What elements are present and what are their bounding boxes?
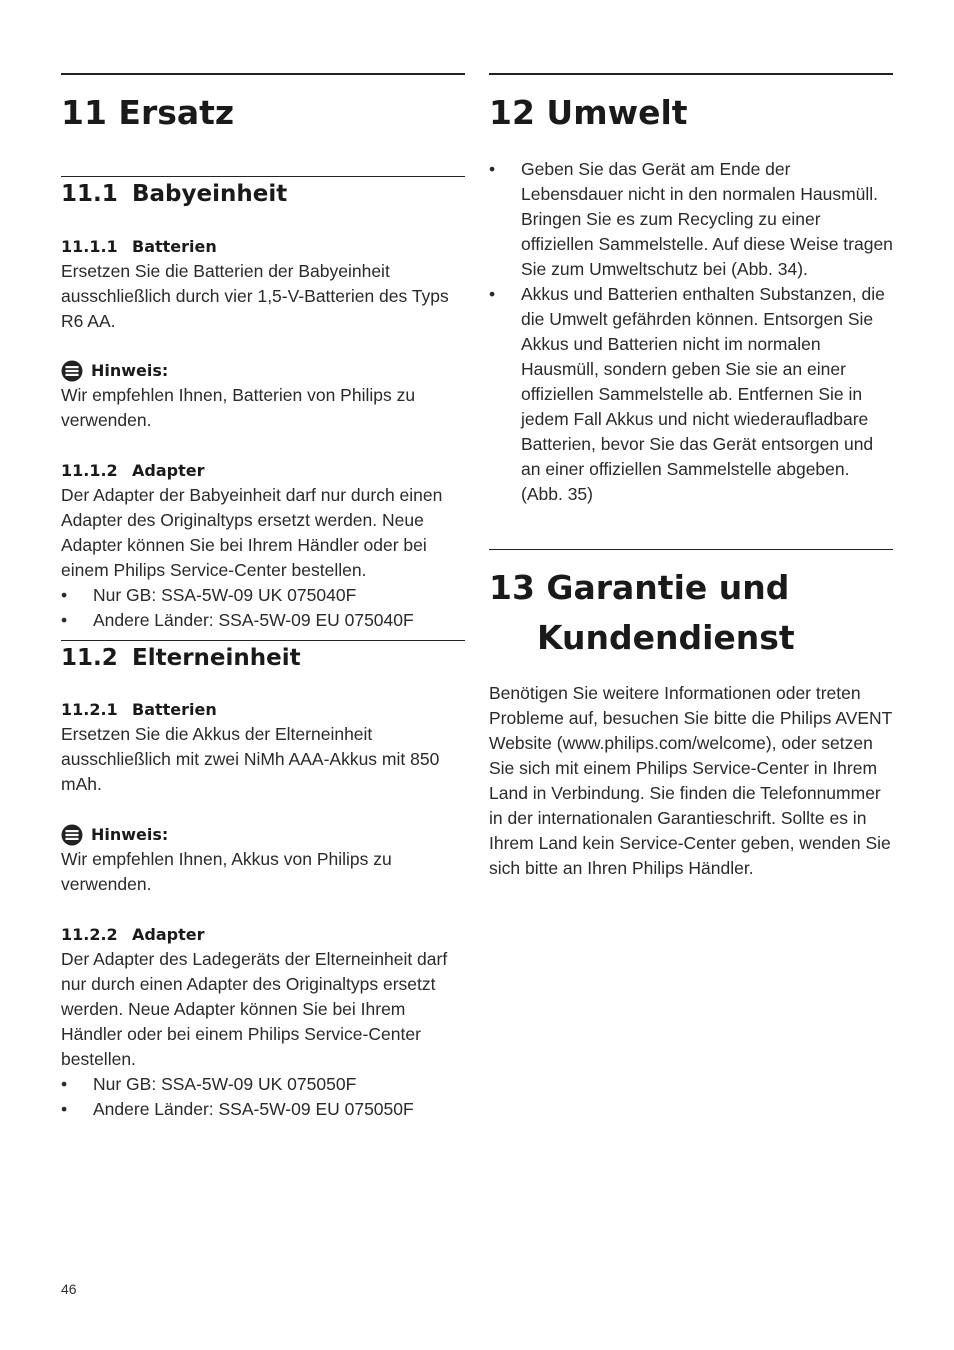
- note-label: Hinweis:: [91, 825, 169, 844]
- paragraph-batteries-parent: Ersetzen Sie die Akkus der Elterneinheit ausschließlich mit zwei NiMh AAA-Akkus mit 850 mAh.: [61, 724, 440, 794]
- list-item-text: Andere Länder: SSA-5W-09 EU 075040F: [93, 610, 414, 630]
- section-rule: [489, 73, 893, 75]
- subsubsection-number: 11.1.2: [61, 461, 118, 480]
- note-heading: [61, 358, 465, 383]
- environment-list: [489, 157, 893, 507]
- note-label: Hinweis:: [91, 361, 169, 380]
- list-item: [61, 583, 465, 608]
- subsubsection-number: 11.2.1: [61, 700, 118, 719]
- left-column: [61, 73, 465, 1122]
- subsection-number: 11.1: [61, 181, 118, 207]
- paragraph-adapter-baby: Der Adapter der Babyeinheit darf nur durch einen Adapter des Originaltyps ersetzt werden. Neue Adapter können Sie bei Ihrem Händler oder bei einem Philips Service-Center bestellen.: [61, 485, 443, 580]
- section-13-title: [489, 563, 893, 663]
- adapter-list-parent: [61, 1072, 465, 1122]
- list-item-text: Andere Länder: SSA-5W-09 EU 075050F: [93, 1099, 414, 1119]
- subsubsection-11-2-1-heading: [61, 697, 465, 722]
- section-12-title: 12 Umwelt: [489, 93, 688, 132]
- subsection-number: 11.2: [61, 645, 118, 671]
- list-item-text: Nur GB: SSA-5W-09 UK 075040F: [93, 585, 357, 605]
- bullet: •: [61, 1099, 68, 1119]
- bullet: •: [61, 610, 68, 630]
- subsection-rule: [61, 640, 465, 641]
- bullet: •: [489, 284, 496, 304]
- list-item-text: Geben Sie das Gerät am Ende der Lebensdauer nicht in den normalen Hausmüll. Bringen Sie es zum Recycling zu einer offiziellen Sammelstelle. Auf diese Weise tragen Sie zum Umweltschutz bei (Abb. 34).: [521, 159, 893, 279]
- section-rule: [489, 549, 893, 550]
- subsection-rule: [61, 176, 465, 177]
- subsubsection-number: 11.2.2: [61, 925, 118, 944]
- paragraph-batteries-baby: Ersetzen Sie die Batterien der Babyeinheit ausschließlich durch vier 1,5-V-Batterien des Typs R6 AA.: [61, 261, 449, 331]
- list-item: [489, 282, 893, 507]
- subsection-11-2-heading: [61, 643, 465, 674]
- note-text: Wir empfehlen Ihnen, Batterien von Philips zu verwenden.: [61, 385, 416, 430]
- subsection-title: Babyeinheit: [132, 181, 288, 207]
- note-icon: [61, 360, 83, 382]
- list-item: [61, 608, 465, 633]
- adapter-list-baby: [61, 583, 465, 633]
- subsubsection-title: Batterien: [132, 237, 217, 256]
- section-rule: [61, 73, 465, 75]
- subsection-11-1-heading: [61, 179, 465, 210]
- paragraph-adapter-parent: Der Adapter des Ladegeräts der Elterneinheit darf nur durch einen Adapter des Originaltyps ersetzt werden. Neue Adapter können Sie bei Ihrem Händler oder bei einem Philips Service-Center bestellen.: [61, 949, 448, 1069]
- right-column: [489, 73, 893, 881]
- subsubsection-11-1-2-heading: [61, 458, 465, 483]
- subsubsection-title: Adapter: [132, 461, 205, 480]
- subsubsection-number: 11.1.1: [61, 237, 118, 256]
- section-13-title-line-1: 13 Garantie und: [489, 568, 790, 607]
- bullet: •: [489, 159, 496, 179]
- note-icon: [61, 824, 83, 846]
- section-13-title-line-2: Kundendienst: [537, 618, 795, 657]
- list-item: [489, 157, 893, 282]
- list-item-text: Akkus und Batterien enthalten Substanzen, die die Umwelt gefährden können. Entsorgen Sie Akkus und Batterien nicht im normalen Hausmüll, sondern geben Sie sie an einer offiziellen Sammelstelle ab. Entfernen Sie in jedem Fall Akkus und nicht wiederaufladbare Batterien, bevor Sie das Gerät entsorgen und an einer offiziellen Sammelstelle abgeben. (Abb. 35): [521, 284, 885, 504]
- section-11-title: 11 Ersatz: [61, 93, 235, 132]
- list-item: [61, 1072, 465, 1097]
- paragraph-warranty: Benötigen Sie weitere Informationen oder treten Probleme auf, besuchen Sie bitte die Philips AVENT Website (www.philips.com/welcome), oder setzen Sie sich mit einem Philips Service-Center in Ihrem Land in Verbindung. Sie finden die Telefonnummer in der internationalen Garantieschrift. Sollte es in Ihrem Land kein Service-Center geben, wenden Sie sich bitte an Ihren Philips Händler.: [489, 683, 893, 878]
- list-item: [61, 1097, 465, 1122]
- bullet: •: [61, 1074, 68, 1094]
- subsubsection-11-2-2-heading: [61, 922, 465, 947]
- bullet: •: [61, 585, 68, 605]
- list-item-text: Nur GB: SSA-5W-09 UK 075050F: [93, 1074, 357, 1094]
- page-number: 46: [61, 1281, 77, 1297]
- subsubsection-title: Batterien: [132, 700, 217, 719]
- note-heading: [61, 822, 465, 847]
- subsubsection-11-1-1-heading: [61, 234, 465, 259]
- subsubsection-title: Adapter: [132, 925, 205, 944]
- note-text: Wir empfehlen Ihnen, Akkus von Philips zu verwenden.: [61, 849, 392, 894]
- subsection-title: Elterneinheit: [132, 645, 301, 671]
